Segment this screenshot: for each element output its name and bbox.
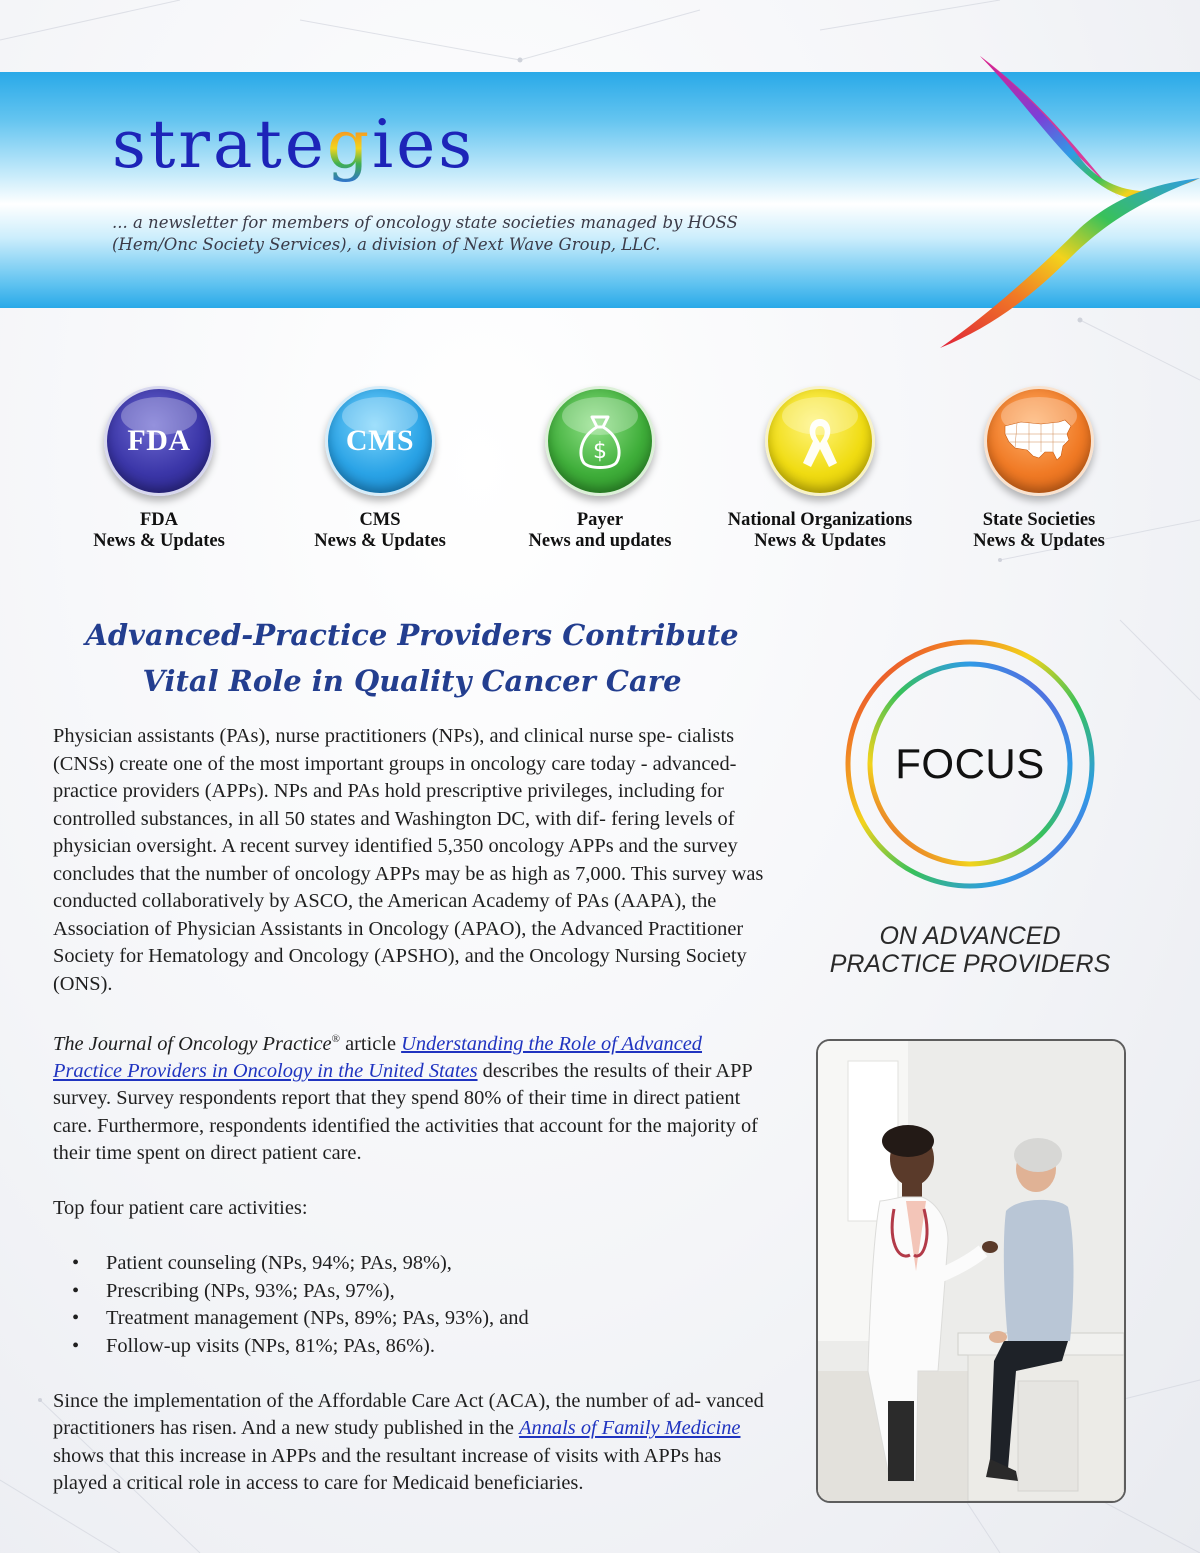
section-state-societies[interactable] xyxy=(924,386,1154,552)
article-paragraph-2: The Journal of Oncology Practice® article Understanding the Role of Advanced Practice Providers in Oncology in the United States describes the results of their APP survey. Survey respondents report that they spend 80% of their time in direct patient care. Furthermore, respondents identified the activities that account for the majority of their time spent on direct patient care. xyxy=(53,1032,758,1165)
article-paragraph-3: Top four patient care activities: xyxy=(53,1197,308,1220)
article-paragraph-4: Since the implementation of the Affordable Care Act (ACA), the number of ad- vanced practitioners has risen. And a new study published in the Annals of Family Medicine shows that this increase in APPs and the resultant increase of visits with APPs has played a critical role in access to care for Medicaid beneficiaries. xyxy=(53,1389,764,1495)
section-fda-label: FDA News & Updates xyxy=(93,510,225,551)
cms-badge-icon: CMS xyxy=(325,386,435,496)
list-item: • Treatment management (NPs, 89%; PAs, 93%), and xyxy=(106,1305,775,1333)
section-state-societies-label: State Societies News & Updates xyxy=(973,510,1105,551)
section-cms[interactable] xyxy=(265,386,495,552)
list-item: • Follow-up visits (NPs, 81%; PAs, 86%). xyxy=(106,1333,775,1361)
section-national-organizations[interactable] xyxy=(705,386,935,552)
activities-list xyxy=(53,1250,775,1360)
annals-link[interactable]: Annals of Family Medicine xyxy=(519,1417,741,1440)
article-title: Advanced-Practice Providers Contribute Vital Role in Quality Cancer Care xyxy=(85,618,739,698)
us-map-icon xyxy=(984,386,1094,496)
newsletter-tagline xyxy=(112,212,752,256)
list-item: • Prescribing (NPs, 93%; PAs, 97%), xyxy=(106,1278,775,1306)
section-cms-label: CMS News & Updates xyxy=(314,510,446,551)
rainbow-ribbon-graphic xyxy=(880,48,1200,348)
article-body xyxy=(53,723,775,1525)
fda-badge-icon: FDA xyxy=(104,386,214,496)
section-payer[interactable] xyxy=(485,386,715,552)
money-bag-icon xyxy=(545,386,655,496)
focus-subtitle: ON ADVANCED PRACTICE PROVIDERS xyxy=(829,922,1111,978)
section-national-organizations-label: National Organizations News & Updates xyxy=(727,510,913,551)
clinician-patient-photo xyxy=(816,1039,1126,1503)
list-item: • Patient counseling (NPs, 94%; PAs, 98%), xyxy=(106,1250,775,1278)
focus-word: FOCUS xyxy=(895,740,1045,787)
newsletter-title: strategies xyxy=(112,106,476,183)
journal-article-link[interactable]: Understanding the Role of Advanced Practice Providers in Oncology in the United States xyxy=(53,1032,703,1082)
awareness-ribbon-icon xyxy=(765,386,875,496)
section-payer-label: Payer News and updates xyxy=(528,510,672,551)
tagline-line-1: ... a newsletter for members of oncology state societies managed by HOSS xyxy=(112,213,738,232)
article-paragraph-1: Physician assistants (PAs), nurse practitioners (NPs), and clinical nurse spe- cialists (CNSs) create one of the most important groups in oncology care today - advanced-practice providers (APPs). NPs and PAs hold prescriptive privileges, including for controlled substances, in all 50 states and Washington DC, with dif- fering levels of physician oversight. A recent survey identified 5,350 oncology APPs and the survey concludes that the number of oncology APPs may be as high as 7,000. This survey was conducted collaboratively by ASCO, the American Academy of PAs (AAPA), the Association of Physician Assistants in Oncology (APAO), the Advanced Practitioner Society for Hematology and Oncology (APSHO), and the Oncology Nursing Society (ONS). xyxy=(53,725,764,995)
svg-text:$: $ xyxy=(593,439,607,464)
tagline-line-2: (Hem/Onc Society Services), a division of Next Wave Group, LLC. xyxy=(112,235,661,254)
section-fda[interactable] xyxy=(44,386,274,552)
